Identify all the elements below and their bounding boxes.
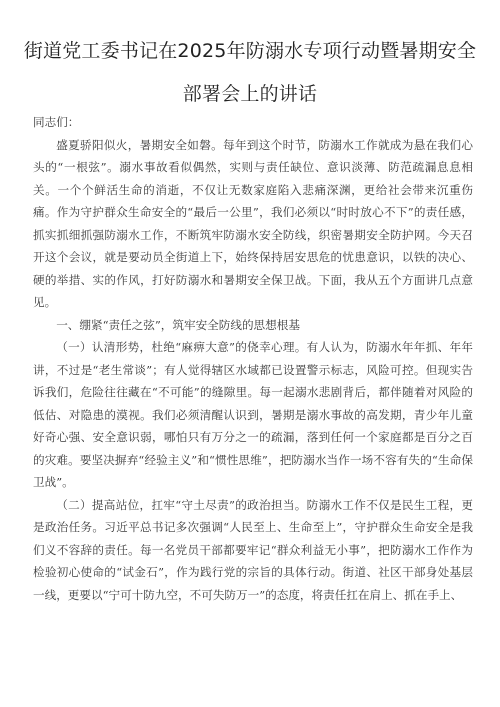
- section-heading-1: 一、绷紧“责任之弦”，筑牢安全防线的思想根基: [56, 317, 300, 332]
- paragraph-opening: 盛夏骄阳似火，暑期安全如磐。每年到这个时节，防溺水工作就成为悬在我们心头的“一根弦”。溺水事故看似偶然，实则与责任缺位、意识淡薄、防范疏漏息息相关。一个个鲜活生命的消逝，不仅让无数家庭陷入悲痛深渊，更给社会带来沉重伤痛。作为守护群众生命安全的“最后一公里”，我们必须以“时时放心不下”的责任感，抓实抓细抓强防溺水工作，不断筑牢防溺水安全防线，织密暑期安全防护网。今天召开这个会议，就是要动员全街道上下，始终保持居安思危的忧患意识，以铁的决心、硬的举措、实的作风，打好防溺水和暑期安全保卫战。下面，我从五个方面讲几点意见。: [33, 137, 473, 309]
- document-body: [33, 111, 473, 606]
- paragraph-1-2: （二）提高站位，扛牢“守土尽责”的政治担当。防溺水工作不仅是民生工程，更是政治任务。习近平总书记多次强调“人民至上、生命至上”，守护群众生命安全是我们义不容辞的责任。每一名党员干部都要牢记“群众利益无小事”，把防溺水工作作为检验初心使命的“试金石”，作为践行党的宗旨的具体行动。街道、社区干部身处基层一线，更要以“宁可十防九空，不可失防万一”的态度，将责任扛在肩上、抓在手上、: [33, 497, 473, 602]
- document-title-line-2: 部署会上的讲话: [182, 83, 318, 105]
- paragraph-1-1: （一）认清形势，杜绝“麻痹大意”的侥幸心理。有人认为，防溺水年年抓、年年讲，不过是“老生常谈”；有人觉得辖区水域都已设置警示标志，风险可控。但现实告诉我们，危险往往藏在“不可能”的缝隙里。每一起溺水悲剧背后，都伴随着对风险的低估、对隐患的漠视。我们必须清醒认识到，暑期是溺水事故的高发期，青少年儿童好奇心强、安全意识弱，哪怕只有万分之一的疏漏，落到任何一个家庭都是百分之百的灾难。要坚决摒弃“经验主义”和“惯性思维”，把防溺水当作一场不容有失的“生命保卫战”。: [33, 340, 473, 489]
- document-title-line-1: 街道党工委书记在2025年防溺水专项行动暨暑期安全: [23, 40, 477, 62]
- greeting: 同志们：: [33, 115, 80, 129]
